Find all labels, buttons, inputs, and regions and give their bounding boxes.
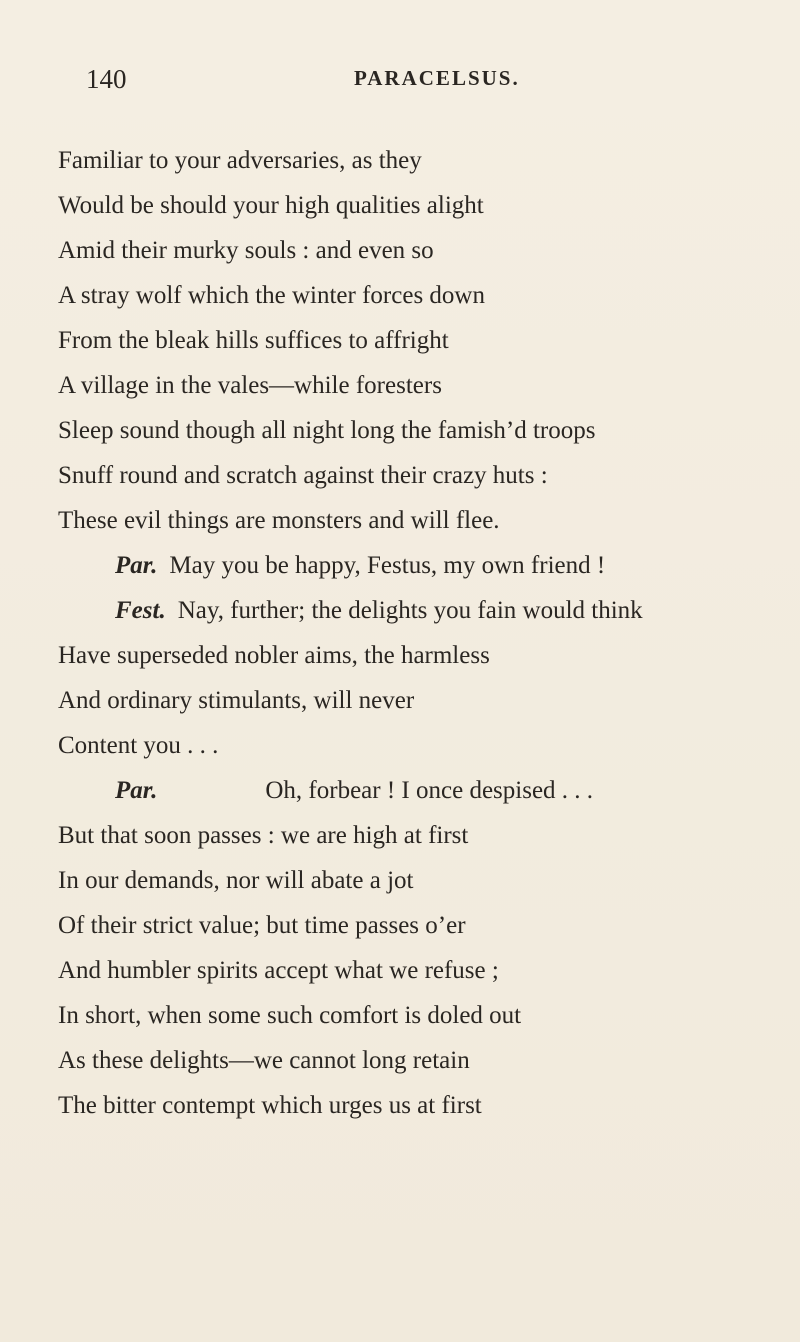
verse-line: Par. May you be happy, Festus, my own friend ! [115, 552, 606, 579]
speaker-label: Par. [115, 552, 158, 579]
verse-line: From the bleak hills suffices to affright [58, 327, 449, 354]
verse-line: Of their strict value; but time passes o’er [58, 912, 466, 939]
running-title: PARACELSUS. [354, 66, 520, 90]
verse-line: Would be should your high qualities alight [58, 192, 484, 219]
verse-line: And humbler spirits accept what we refuse ; [58, 957, 499, 984]
verse-line: In short, when some such comfort is doled out [58, 1002, 522, 1029]
speaker-label: Fest. [115, 597, 166, 624]
verse-line: Familiar to your adversaries, as they [58, 147, 422, 174]
verse-line: In our demands, nor will abate a jot [58, 867, 414, 894]
verse-line: A village in the vales—while foresters [58, 372, 442, 399]
verse-line: Sleep sound though all night long the famish’d troops [58, 417, 596, 444]
verse-line: And ordinary stimulants, will never [58, 687, 415, 714]
verse-line: Content you . . . [58, 732, 219, 759]
verse-line: But that soon passes : we are high at first [58, 822, 469, 849]
verse-line: Have superseded nobler aims, the harmless [58, 642, 490, 669]
page-header [86, 64, 726, 104]
page-number: 140 [86, 64, 127, 94]
verse-line: Snuff round and scratch against their crazy huts : [58, 462, 548, 489]
verse-line: Fest. Nay, further; the delights you fain would think [115, 597, 643, 624]
verse-line: A stray wolf which the winter forces down [58, 282, 485, 309]
verse-line: The bitter contempt which urges us at first [58, 1092, 482, 1119]
verse-line: Amid their murky souls : and even so [58, 237, 434, 264]
verse-line: As these delights—we cannot long retain [58, 1047, 470, 1074]
verse-line: These evil things are monsters and will flee. [58, 507, 500, 534]
speaker-label: Par. [115, 777, 158, 804]
verse-line: Par. Oh, forbear ! I once despised . . . [115, 777, 594, 804]
